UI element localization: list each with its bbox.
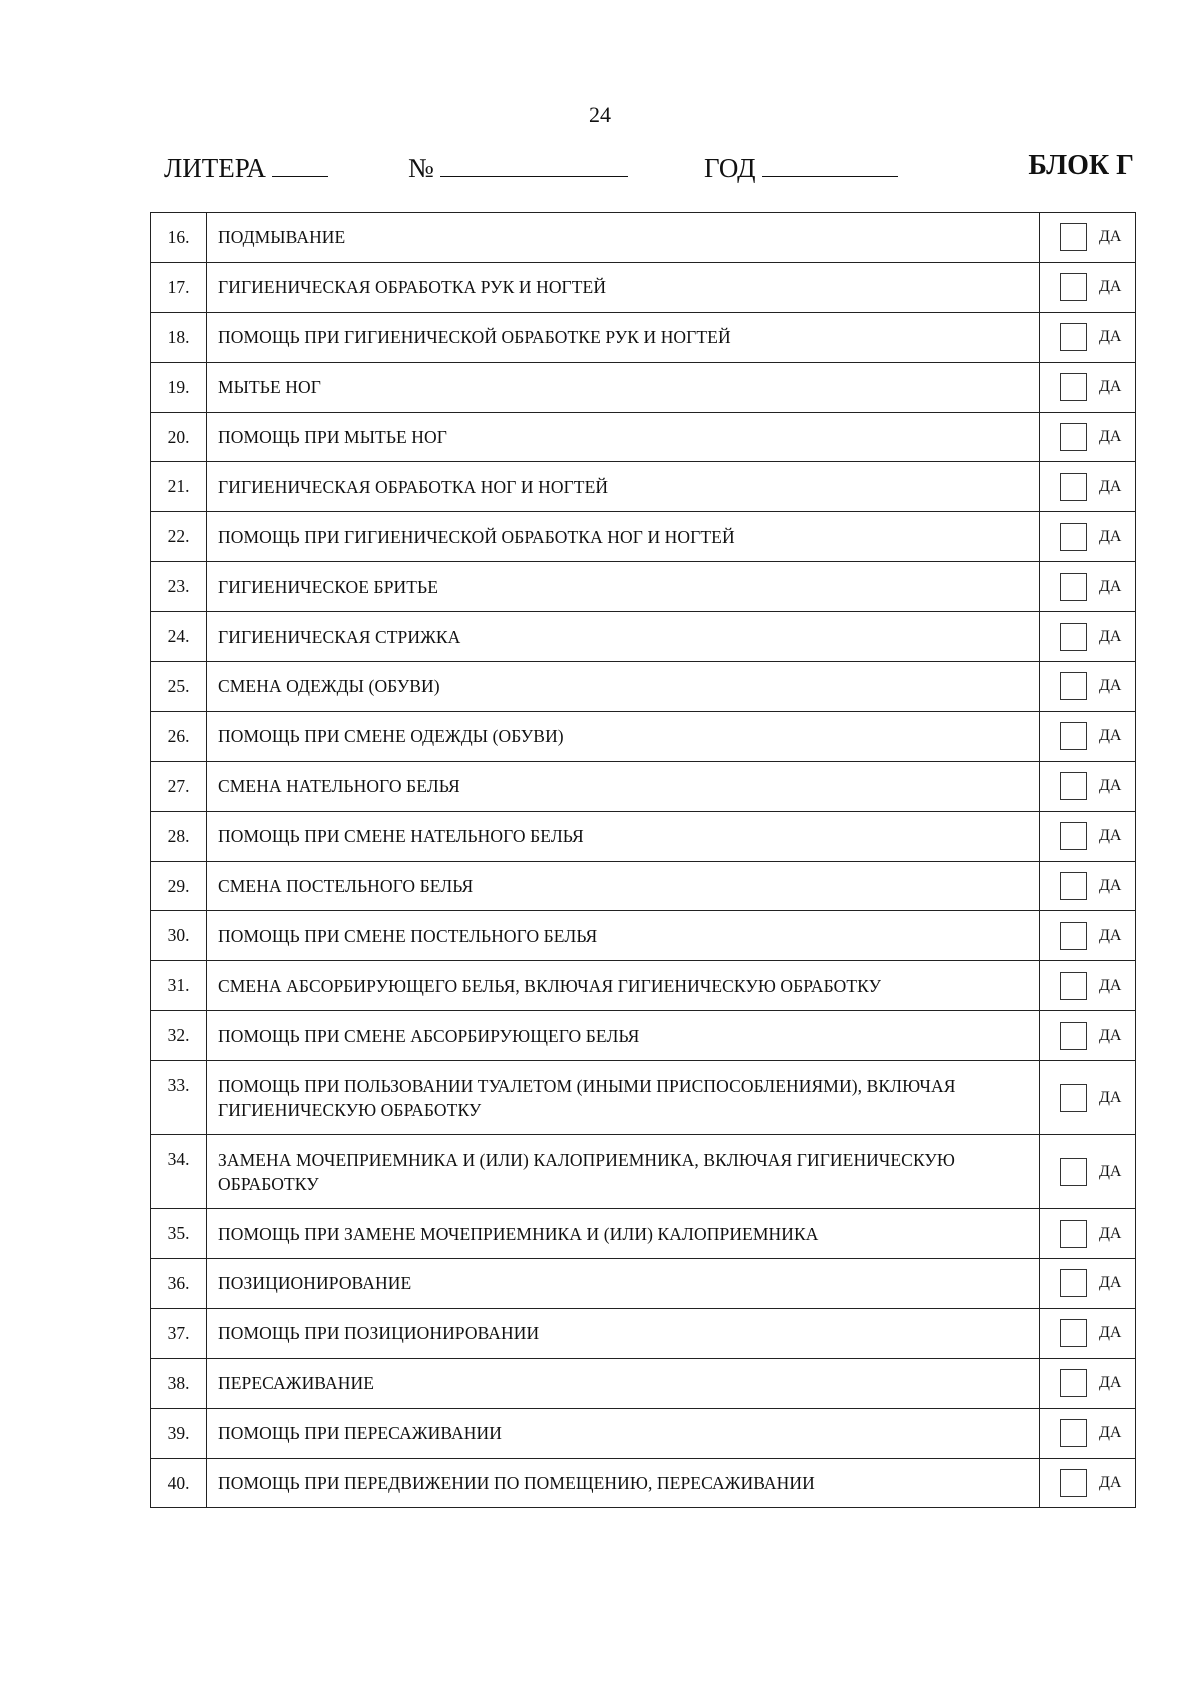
item-text: МЫТЬЕ НОГ [207,362,1040,412]
yes-label: ДА [1099,976,1122,994]
yes-checkbox[interactable] [1060,423,1087,451]
table-row [151,911,1136,961]
yes-checkbox[interactable] [1060,223,1087,251]
yes-label: ДА [1099,428,1122,445]
yes-checkbox[interactable] [1060,972,1087,1000]
year-blank[interactable] [762,150,898,177]
yes-label: ДА [1099,328,1122,346]
item-text: СМЕНА НАТЕЛЬНОГО БЕЛЬЯ [207,761,1040,811]
yes-label: ДА [1099,677,1122,695]
table-row [151,612,1136,662]
table-row [151,861,1136,911]
item-text: ПОМОЩЬ ПРИ ГИГИЕНИЧЕСКОЙ ОБРАБОТКА НОГ И НОГТЕЙ [207,512,1040,562]
yes-label: ДА [1099,1026,1122,1044]
item-text: ПОМОЩЬ ПРИ ПЕРЕДВИЖЕНИИ ПО ПОМЕЩЕНИЮ, ПЕРЕСАЖИВАНИИ [207,1458,1040,1508]
yes-checkbox[interactable] [1060,1220,1087,1248]
yes-checkbox[interactable] [1060,1158,1087,1186]
item-number: 21. [151,462,207,512]
item-number: 35. [151,1209,207,1259]
yes-label: ДА [1099,777,1122,795]
item-text: ГИГИЕНИЧЕСКАЯ СТРИЖКА [207,612,1040,662]
yes-checkbox[interactable] [1060,373,1087,401]
item-text: ГИГИЕНИЧЕСКАЯ ОБРАБОТКА РУК И НОГТЕЙ [207,262,1040,312]
block-label: БЛОК Г [1028,150,1134,181]
year-label: ГОД [704,153,756,183]
yes-checkbox[interactable] [1060,1369,1087,1397]
table-row [151,811,1136,861]
yes-label: ДА [1099,827,1122,845]
item-number: 19. [151,362,207,412]
yes-cell [1040,1408,1136,1458]
checklist-table [150,212,1136,1508]
item-text: ПОМОЩЬ ПРИ ПОЛЬЗОВАНИИ ТУАЛЕТОМ (ИНЫМИ ПРИСПОСОБЛЕНИЯМИ), ВКЛЮЧАЯ ГИГИЕНИЧЕСКУЮ ОБРАБОТКУ [207,1061,1040,1135]
yes-checkbox[interactable] [1060,1269,1087,1297]
yes-cell [1040,1358,1136,1408]
item-text: ГИГИЕНИЧЕСКАЯ ОБРАБОТКА НОГ И НОГТЕЙ [207,462,1040,512]
yes-checkbox[interactable] [1060,323,1087,351]
yes-label: ДА [1099,1088,1122,1106]
item-text: СМЕНА ПОСТЕЛЬНОГО БЕЛЬЯ [207,861,1040,911]
item-number: 24. [151,612,207,662]
table-row [151,761,1136,811]
yes-label: ДА [1099,877,1122,895]
table-row [151,213,1136,263]
item-number: 36. [151,1259,207,1309]
item-text: ПОМОЩЬ ПРИ ПОЗИЦИОНИРОВАНИИ [207,1308,1040,1358]
item-number: 40. [151,1458,207,1508]
yes-checkbox[interactable] [1060,623,1087,651]
item-number: 31. [151,961,207,1011]
yes-cell [1040,1259,1136,1309]
table-row [151,961,1136,1011]
yes-cell [1040,213,1136,263]
yes-checkbox[interactable] [1060,872,1087,900]
yes-label: ДА [1099,1324,1122,1342]
yes-cell [1040,512,1136,562]
yes-label: ДА [1099,1274,1122,1292]
item-number: 28. [151,811,207,861]
item-text: ПОЗИЦИОНИРОВАНИЕ [207,1259,1040,1309]
yes-label: ДА [1099,527,1122,545]
yes-cell [1040,911,1136,961]
item-number: 17. [151,262,207,312]
yes-label: ДА [1099,1474,1122,1492]
table-row [151,1135,1136,1209]
litera-field [164,150,328,184]
table-row [151,312,1136,362]
item-text: ГИГИЕНИЧЕСКОЕ БРИТЬЕ [207,562,1040,612]
item-text: ПОМОЩЬ ПРИ СМЕНЕ ПОСТЕЛЬНОГО БЕЛЬЯ [207,911,1040,961]
yes-checkbox[interactable] [1060,573,1087,601]
yes-cell [1040,362,1136,412]
yes-cell [1040,1209,1136,1259]
yes-checkbox[interactable] [1060,1084,1087,1112]
item-text: ЗАМЕНА МОЧЕПРИЕМНИКА И (ИЛИ) КАЛОПРИЕМНИКА, ВКЛЮЧАЯ ГИГИЕНИЧЕСКУЮ ОБРАБОТКУ [207,1135,1040,1209]
item-text: ПОМОЩЬ ПРИ СМЕНЕ ОДЕЖДЫ (ОБУВИ) [207,711,1040,761]
number-blank[interactable] [440,150,628,177]
table-row [151,412,1136,462]
item-number: 25. [151,662,207,712]
item-text: СМЕНА АБСОРБИРУЮЩЕГО БЕЛЬЯ, ВКЛЮЧАЯ ГИГИЕНИЧЕСКУЮ ОБРАБОТКУ [207,961,1040,1011]
table-row [151,1259,1136,1309]
litera-blank[interactable] [272,150,328,177]
item-text: ПОМОЩЬ ПРИ ГИГИЕНИЧЕСКОЙ ОБРАБОТКЕ РУК И НОГТЕЙ [207,312,1040,362]
yes-label: ДА [1099,1374,1122,1392]
table-row [151,1061,1136,1135]
item-number: 22. [151,512,207,562]
yes-label: ДА [1099,577,1122,595]
item-number: 23. [151,562,207,612]
yes-cell [1040,811,1136,861]
table-row [151,362,1136,412]
table-row [151,1209,1136,1259]
yes-label: ДА [1099,1162,1122,1180]
item-text: ПОДМЫВАНИЕ [207,213,1040,263]
item-number: 33. [151,1061,207,1135]
yes-cell [1040,612,1136,662]
yes-checkbox[interactable] [1060,822,1087,850]
item-number: 29. [151,861,207,911]
item-number: 38. [151,1358,207,1408]
yes-label: ДА [1099,926,1122,944]
yes-cell [1040,312,1136,362]
yes-cell [1040,861,1136,911]
yes-checkbox[interactable] [1060,1022,1087,1050]
table-row [151,562,1136,612]
yes-cell [1040,562,1136,612]
item-number: 34. [151,1135,207,1209]
item-text: ПОМОЩЬ ПРИ СМЕНЕ АБСОРБИРУЮЩЕГО БЕЛЬЯ [207,1011,1040,1061]
yes-label: ДА [1099,477,1122,495]
yes-checkbox[interactable] [1060,473,1087,501]
table-row [151,711,1136,761]
form-header [164,150,1134,190]
item-number: 26. [151,711,207,761]
item-number: 18. [151,312,207,362]
page-number: 24 [589,102,611,127]
yes-cell [1040,662,1136,712]
table-row [151,262,1136,312]
yes-checkbox[interactable] [1060,722,1087,750]
item-text: ПЕРЕСАЖИВАНИЕ [207,1358,1040,1408]
yes-label: ДА [1099,1424,1122,1442]
year-field [704,150,898,184]
yes-cell [1040,1011,1136,1061]
yes-label: ДА [1099,378,1122,396]
item-number: 27. [151,761,207,811]
yes-checkbox[interactable] [1060,273,1087,301]
yes-cell [1040,961,1136,1011]
yes-cell [1040,711,1136,761]
item-number: 32. [151,1011,207,1061]
yes-label: ДА [1099,627,1122,645]
item-text: СМЕНА ОДЕЖДЫ (ОБУВИ) [207,662,1040,712]
yes-cell [1040,1458,1136,1508]
yes-checkbox[interactable] [1060,772,1087,800]
table-row [151,1408,1136,1458]
table-row [151,1458,1136,1508]
number-field [408,150,628,184]
litera-label: ЛИТЕРА [164,153,266,183]
item-text: ПОМОЩЬ ПРИ СМЕНЕ НАТЕЛЬНОГО БЕЛЬЯ [207,811,1040,861]
item-text: ПОМОЩЬ ПРИ ЗАМЕНЕ МОЧЕПРИЕМНИКА И (ИЛИ) КАЛОПРИЕМНИКА [207,1209,1040,1259]
number-label: № [408,153,434,183]
yes-checkbox[interactable] [1060,1419,1087,1447]
table-row [151,462,1136,512]
yes-label: ДА [1099,1224,1122,1242]
item-text: ПОМОЩЬ ПРИ МЫТЬЕ НОГ [207,412,1040,462]
yes-cell [1040,1061,1136,1135]
table-row [151,1308,1136,1358]
item-number: 20. [151,412,207,462]
yes-label: ДА [1099,278,1122,296]
table-row [151,662,1136,712]
yes-checkbox[interactable] [1060,523,1087,551]
yes-cell [1040,462,1136,512]
item-number: 16. [151,213,207,263]
yes-checkbox[interactable] [1060,672,1087,700]
table-row [151,1011,1136,1061]
yes-cell [1040,1308,1136,1358]
item-number: 30. [151,911,207,961]
yes-checkbox[interactable] [1060,922,1087,950]
yes-checkbox[interactable] [1060,1469,1087,1497]
yes-cell [1040,262,1136,312]
item-number: 37. [151,1308,207,1358]
item-number: 39. [151,1408,207,1458]
table-row [151,512,1136,562]
yes-checkbox[interactable] [1060,1319,1087,1347]
yes-label: ДА [1099,727,1122,745]
yes-cell [1040,1135,1136,1209]
yes-cell [1040,412,1136,462]
checklist-body [151,213,1136,1508]
yes-cell [1040,761,1136,811]
yes-label: ДА [1099,228,1122,246]
item-text: ПОМОЩЬ ПРИ ПЕРЕСАЖИВАНИИ [207,1408,1040,1458]
table-row [151,1358,1136,1408]
